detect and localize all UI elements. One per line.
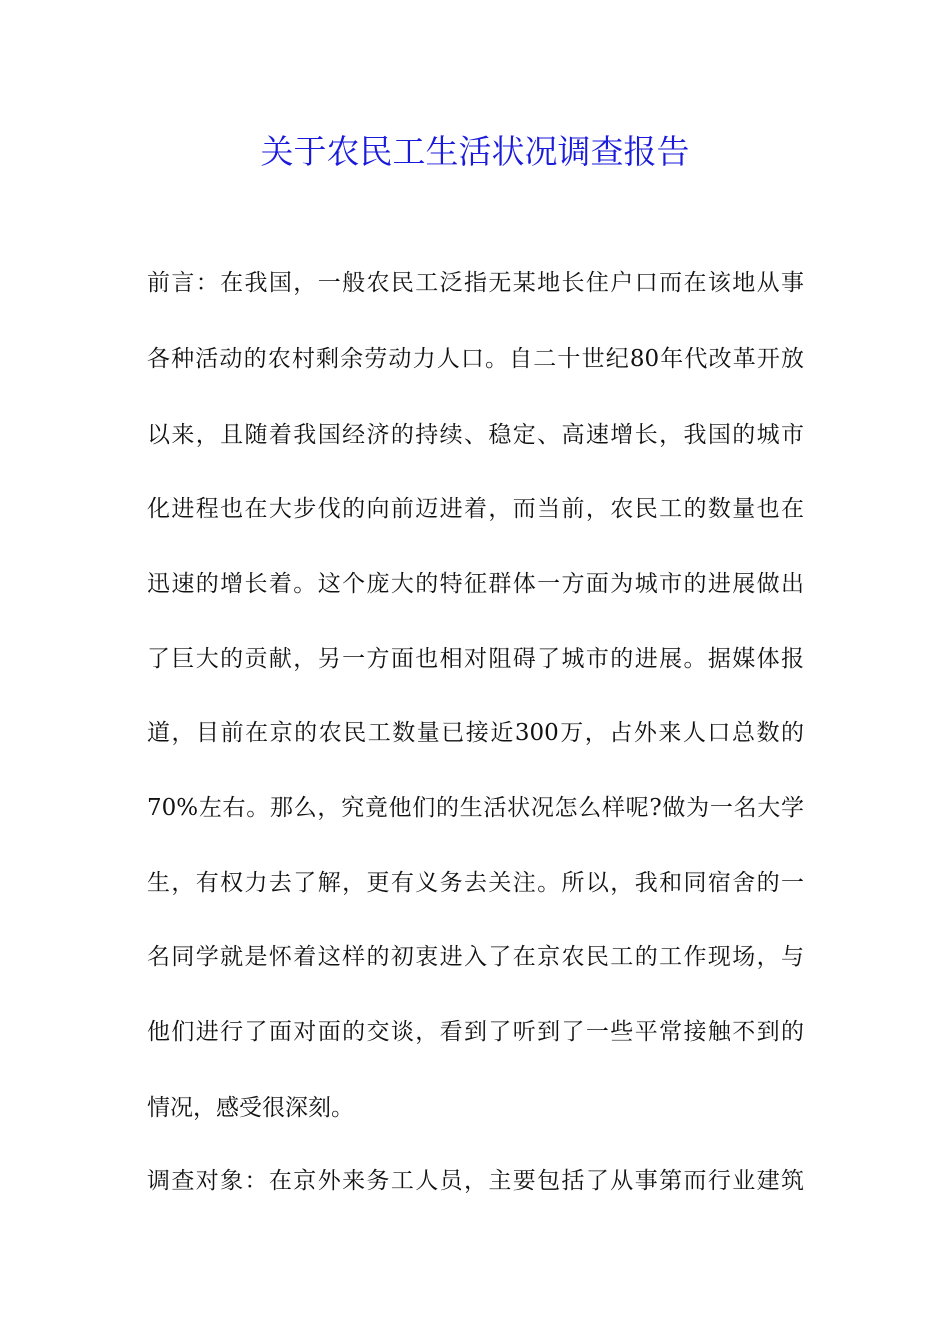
body-line: 名同学就是怀着这样的初衷进入了在京农民工的工作现场，与 (147, 944, 804, 970)
body-line: 前言：在我国，一般农民工泛指无某地长住户口而在该地从事 (147, 270, 804, 296)
body-line-last: 情况，感受很深刻。 (147, 1095, 354, 1121)
body-line: 化进程也在大步伐的向前迈进着，而当前，农民工的数量也在 (147, 496, 804, 522)
body-line: 生，有权力去了解，更有义务去关注。所以，我和同宿舍的一 (147, 870, 804, 896)
body-line: 他们进行了面对面的交谈，看到了听到了一些平常接触不到的 (147, 1019, 804, 1045)
body-line: 道，目前在京的农民工数量已接近300万，占外来人口总数的 (147, 720, 804, 746)
body-line: 了巨大的贡献，另一方面也相对阻碍了城市的进展。据媒体报 (147, 646, 804, 672)
body-line: 以来，且随着我国经济的持续、稳定、高速增长，我国的城市 (147, 422, 804, 448)
body-line: 各种活动的农村剩余劳动力人口。自二十世纪80年代改革开放 (147, 346, 804, 372)
document-title: 关于农民工生活状况调查报告 (260, 132, 690, 171)
body-line: 迅速的增长着。这个庞大的特征群体一方面为城市的进展做出 (147, 571, 804, 597)
body-line: 70%左右。那么，究竟他们的生活状况怎么样呢?做为一名大学 (147, 795, 804, 821)
body-line: 调查对象：在京外来务工人员，主要包括了从事第而行业建筑 (147, 1168, 804, 1194)
